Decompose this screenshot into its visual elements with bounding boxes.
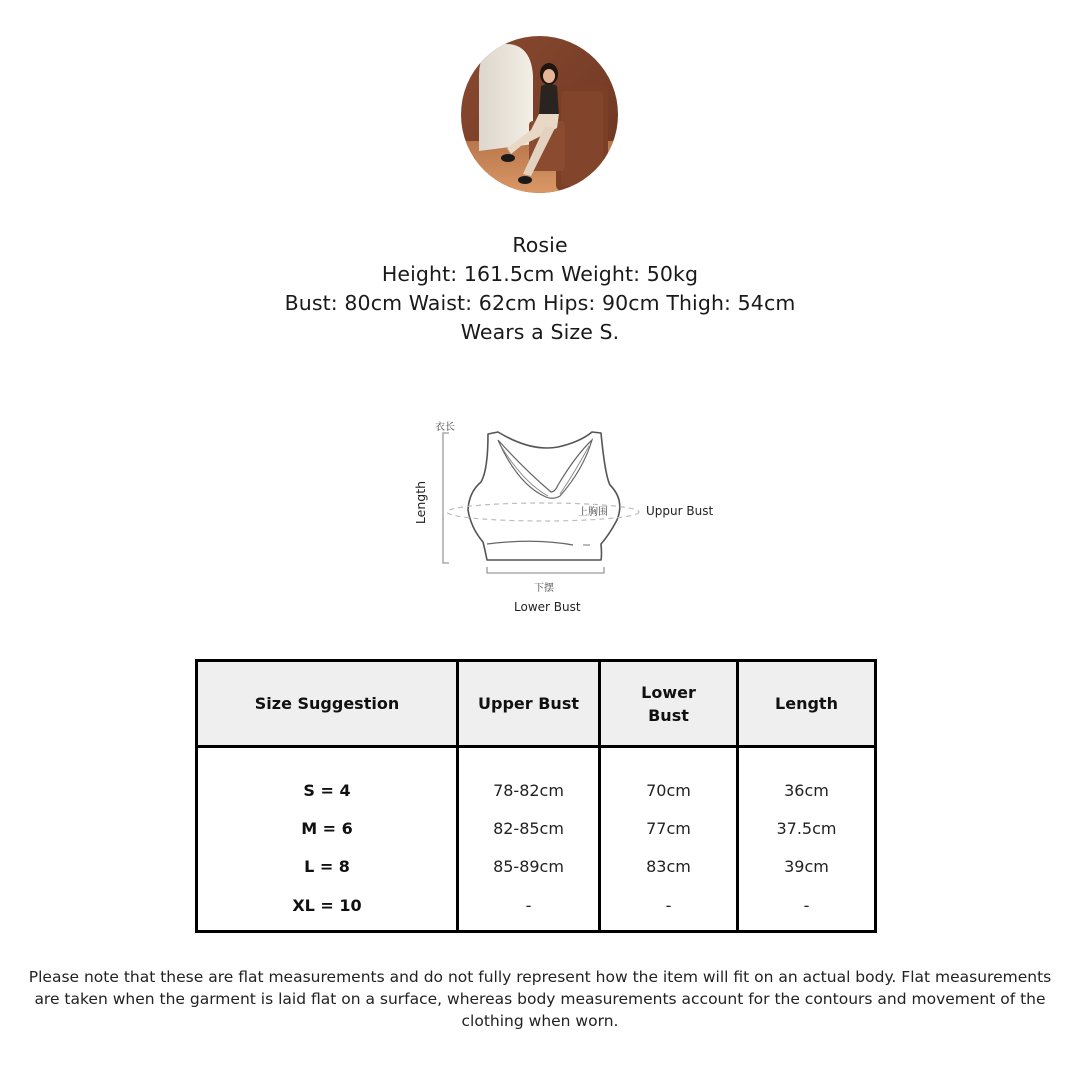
- model-size-worn: Wears a Size S.: [460, 320, 620, 344]
- upper-bust-label: Uppur Bust: [646, 504, 714, 518]
- model-measurements: Bust: 80cm Waist: 62cm Hips: 90cm Thigh: 54cm: [284, 291, 796, 315]
- lower-bust-cell: -: [665, 895, 672, 915]
- header-lower-bust: Lower Bust: [641, 682, 696, 725]
- lower-bust-cell: 70cm: [646, 780, 691, 800]
- lower-bust-label-zh: 下摆: [534, 583, 554, 594]
- upper-bust-cell: -: [525, 895, 532, 915]
- measurement-disclaimer: Please note that these are flat measurements and do not fully represent how the item will fit on an actual body. Flat measurements are taken when the garment is laid flat on a surface, whereas body measurements account for the contours and movement of the clothing when worn.: [28, 968, 1052, 1030]
- model-height-weight: Height: 161.5cm Weight: 50kg: [381, 262, 699, 286]
- model-name: Rosie: [512, 233, 568, 257]
- table-row: [198, 813, 874, 843]
- table-row: [198, 890, 874, 920]
- length-cell: 36cm: [784, 780, 829, 800]
- upper-bust-cell: 85-89cm: [493, 856, 564, 876]
- upper-bust-label-zh: 上胸围: [578, 507, 608, 518]
- length-cell: 39cm: [784, 856, 829, 876]
- table-body: [198, 748, 874, 930]
- upper-bust-cell: 78-82cm: [493, 780, 564, 800]
- size-chart-table: [195, 659, 877, 933]
- size-cell: S = 4: [303, 780, 351, 800]
- size-cell: XL = 10: [292, 895, 362, 915]
- table-header-row: [198, 662, 874, 748]
- lower-bust-cell: 77cm: [646, 818, 691, 838]
- garment-diagram: [405, 410, 735, 625]
- table-row: [198, 775, 874, 805]
- lower-bust-cell: 83cm: [646, 856, 691, 876]
- length-label: Length: [413, 480, 429, 525]
- header-length: Length: [775, 694, 838, 713]
- header-upper-bust: Upper Bust: [478, 694, 579, 713]
- model-photo: [461, 36, 618, 193]
- header-size-suggestion: Size Suggestion: [254, 694, 400, 713]
- model-info: [0, 231, 1080, 347]
- lower-bust-label: Lower Bust: [514, 600, 581, 614]
- size-cell: L = 8: [304, 856, 350, 876]
- model-photo-illustration: [461, 36, 618, 193]
- length-cell: -: [803, 895, 810, 915]
- length-cell: 37.5cm: [776, 818, 837, 838]
- size-cell: M = 6: [301, 818, 353, 838]
- upper-bust-cell: 82-85cm: [493, 818, 564, 838]
- table-row: [198, 851, 874, 881]
- length-label-zh: 衣长: [435, 422, 455, 433]
